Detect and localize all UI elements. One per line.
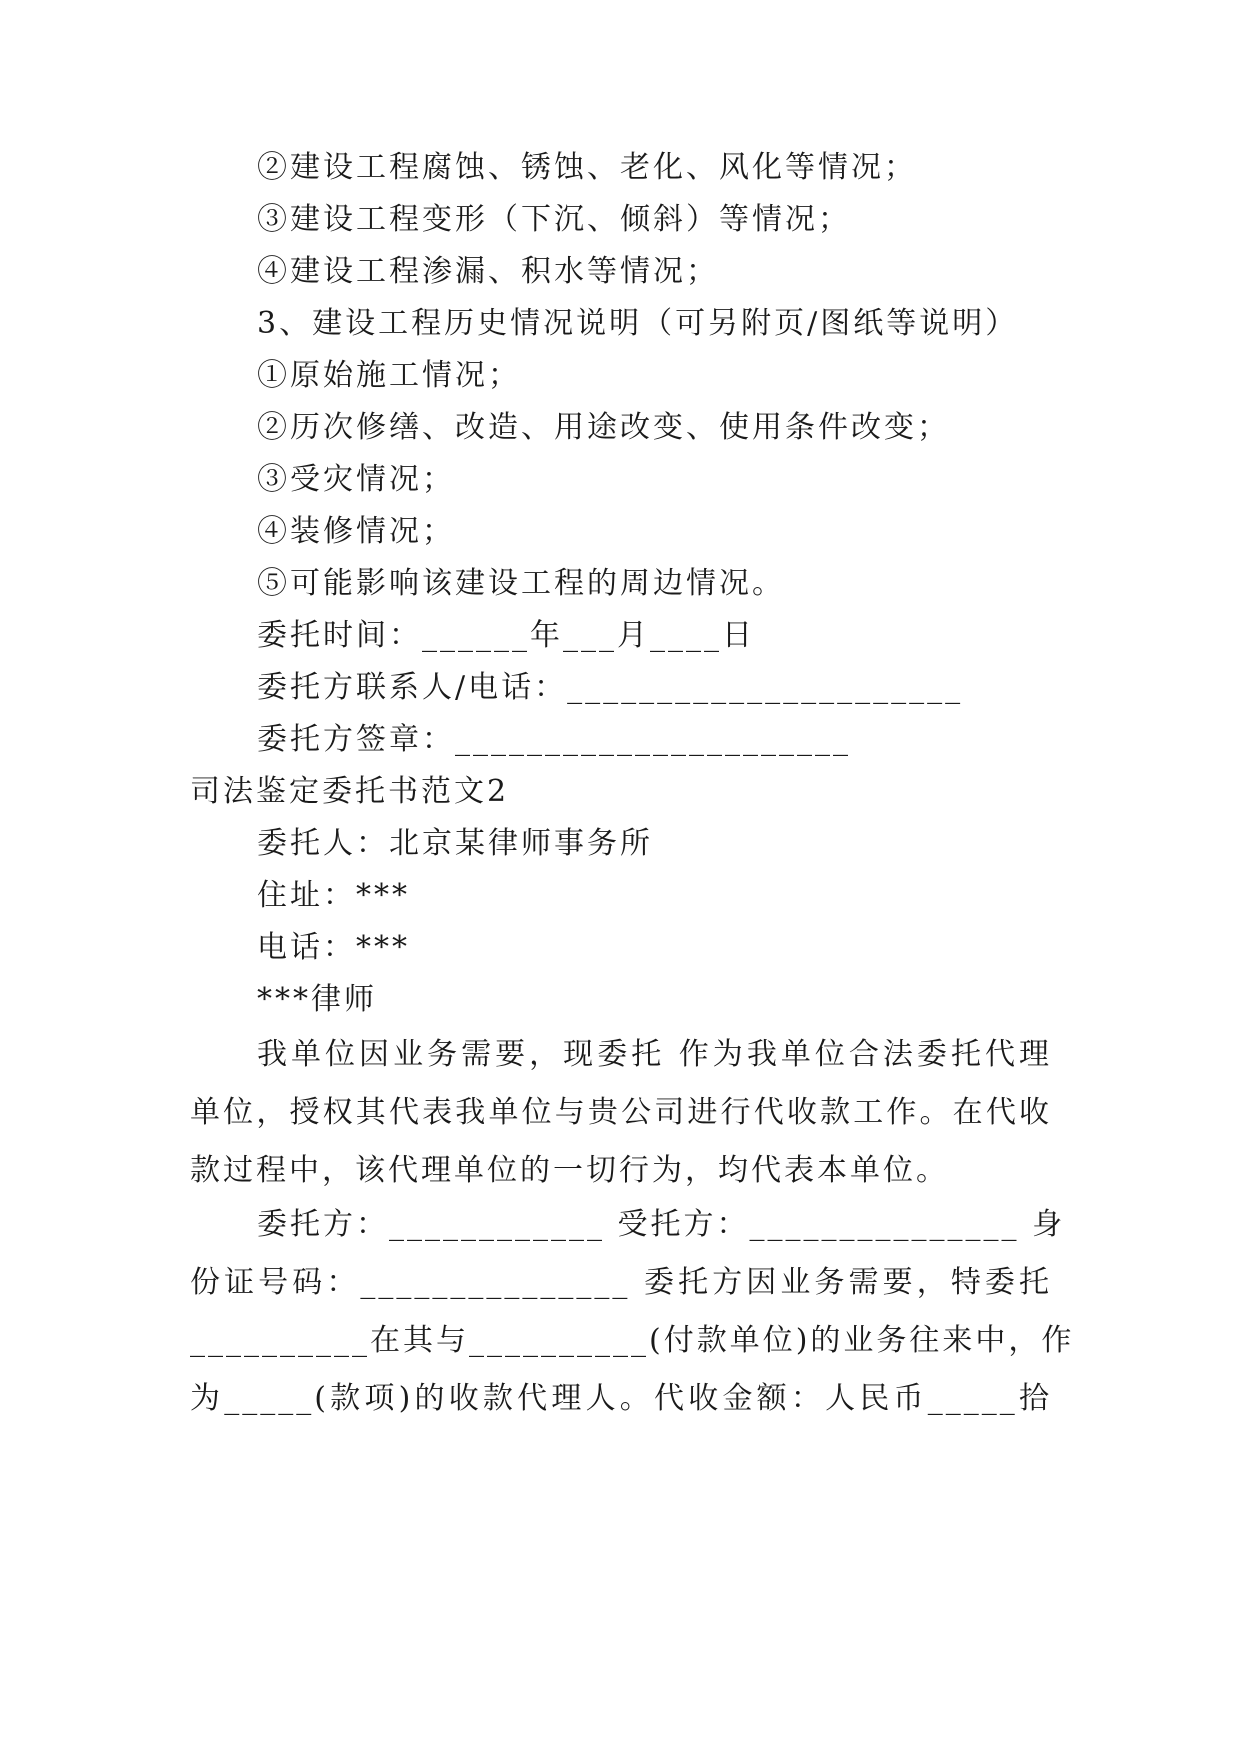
paragraph-line: 我单位因业务需要，现委托 作为我单位合法委托代理 [257, 1037, 1052, 1072]
text-line: ⑤可能影响该建设工程的周边情况。 [257, 566, 785, 601]
text-line: ④装修情况； [257, 514, 455, 549]
paragraph-collection-agent [190, 1196, 1075, 1428]
paragraph-entrustment [190, 1026, 1052, 1200]
text-line: 委托方签章：______________________ [257, 722, 851, 757]
text-line: 委托方联系人/电话：______________________ [257, 670, 964, 705]
text-line: ②建设工程腐蚀、锈蚀、老化、风化等情况； [257, 150, 917, 185]
paragraph-line: 份证号码：_______________ 委托方因业务需要，特委托 [190, 1265, 1052, 1300]
text-line: ②历次修缮、改造、用途改变、使用条件改变； [257, 410, 950, 445]
paragraph-line: 为_____(款项)的收款代理人。代收金额：人民币_____拾 [190, 1381, 1052, 1416]
paragraph-line: __________在其与__________(付款单位)的业务往来中，作 [190, 1323, 1075, 1358]
text-line: 电话：*** [257, 930, 410, 965]
section-title: 司法鉴定委托书范文2 [190, 774, 510, 809]
paragraph-line: 款过程中，该代理单位的一切行为，均代表本单位。 [190, 1153, 949, 1188]
text-line: 住址：*** [257, 878, 410, 913]
text-line: ③建设工程变形（下沉、倾斜）等情况； [257, 202, 851, 237]
paragraph-line: 委托方：____________ 受托方：_______________ 身 [257, 1207, 1066, 1242]
text-line: 委托时间：______年___月____日 [257, 618, 755, 653]
text-line: 委托人：北京某律师事务所 [257, 826, 653, 861]
paragraph-line: 单位，授权其代表我单位与贵公司进行代收款工作。在代收 [190, 1095, 1052, 1130]
text-line: ①原始施工情况； [257, 358, 521, 393]
text-line: 3、建设工程历史情况说明（可另附页/图纸等说明） [257, 306, 1019, 341]
text-line: ***律师 [257, 982, 377, 1017]
text-line: ③受灾情况； [257, 462, 455, 497]
text-line: ④建设工程渗漏、积水等情况； [257, 254, 719, 289]
